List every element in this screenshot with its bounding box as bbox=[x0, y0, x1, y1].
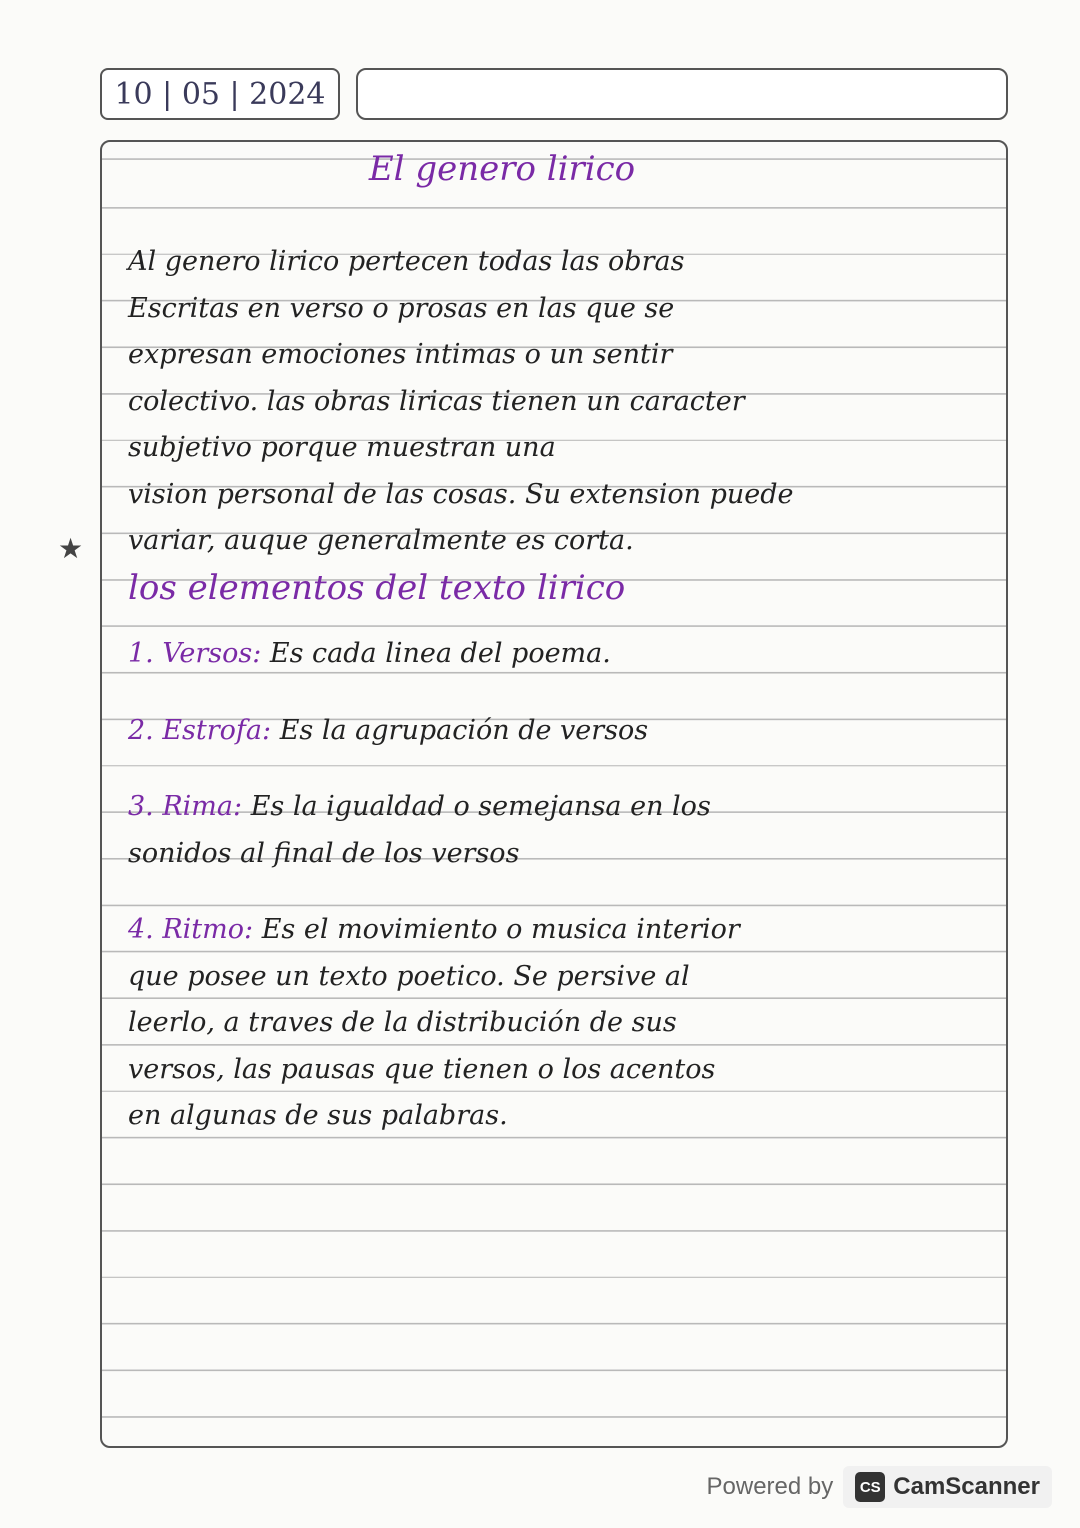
text-line: variar, auque generalmente es corta. bbox=[128, 525, 634, 556]
element-item bbox=[128, 708, 996, 755]
element-text: que posee un texto poetico. Se persive al bbox=[128, 960, 690, 992]
element-text: sonidos al final de los versos bbox=[128, 837, 520, 869]
element-text: versos, las pausas que tienen o los acentos bbox=[128, 1053, 716, 1085]
section-heading: los elementos del texto lirico bbox=[128, 567, 626, 608]
element-text: Es la agrupación de versos bbox=[279, 714, 649, 746]
text-line: Escritas en verso o prosas en las que se bbox=[128, 292, 675, 324]
title-field bbox=[356, 68, 1008, 120]
intro-paragraph bbox=[128, 239, 996, 565]
cs-logo-icon: CS bbox=[855, 1472, 885, 1502]
powered-by-text: Powered by bbox=[706, 1473, 834, 1500]
page-title: El genero lirico bbox=[368, 149, 636, 189]
element-label: 2. Estrofa: bbox=[128, 714, 272, 746]
element-item bbox=[128, 907, 996, 1140]
notes-content bbox=[128, 146, 996, 1140]
scanner-watermark bbox=[707, 1466, 1052, 1508]
element-item bbox=[128, 784, 996, 877]
margin-mark: ★ bbox=[58, 532, 84, 565]
element-text: Es la igualdad o semejansa en los bbox=[250, 791, 711, 822]
element-item bbox=[128, 631, 996, 678]
element-label: 3. Rima: bbox=[128, 791, 243, 822]
text-line: vision personal de las cosas. Su extension puede bbox=[128, 478, 794, 510]
element-text: leerlo, a traves de la distribución de sus bbox=[128, 1007, 677, 1038]
element-text: en algunas de sus palabras. bbox=[128, 1100, 508, 1131]
brand-name: CamScanner bbox=[893, 1473, 1040, 1500]
date-field: 10 | 05 | 2024 bbox=[100, 68, 340, 120]
element-text: Es el movimiento o musica interior bbox=[261, 914, 740, 945]
text-line: expresan emociones intimas o un sentir bbox=[128, 339, 673, 370]
camscanner-badge bbox=[843, 1466, 1052, 1508]
text-line: colectivo. las obras liricas tienen un caracter bbox=[128, 385, 745, 417]
element-label: 4. Ritmo: bbox=[128, 914, 254, 945]
text-line: subjetivo porque muestran una bbox=[128, 432, 556, 463]
notebook-page bbox=[100, 140, 1008, 1448]
element-label: 1. Versos: bbox=[128, 638, 262, 669]
text-line: Al genero lirico pertecen todas las obras bbox=[128, 246, 685, 277]
element-text: Es cada linea del poema. bbox=[269, 638, 611, 669]
